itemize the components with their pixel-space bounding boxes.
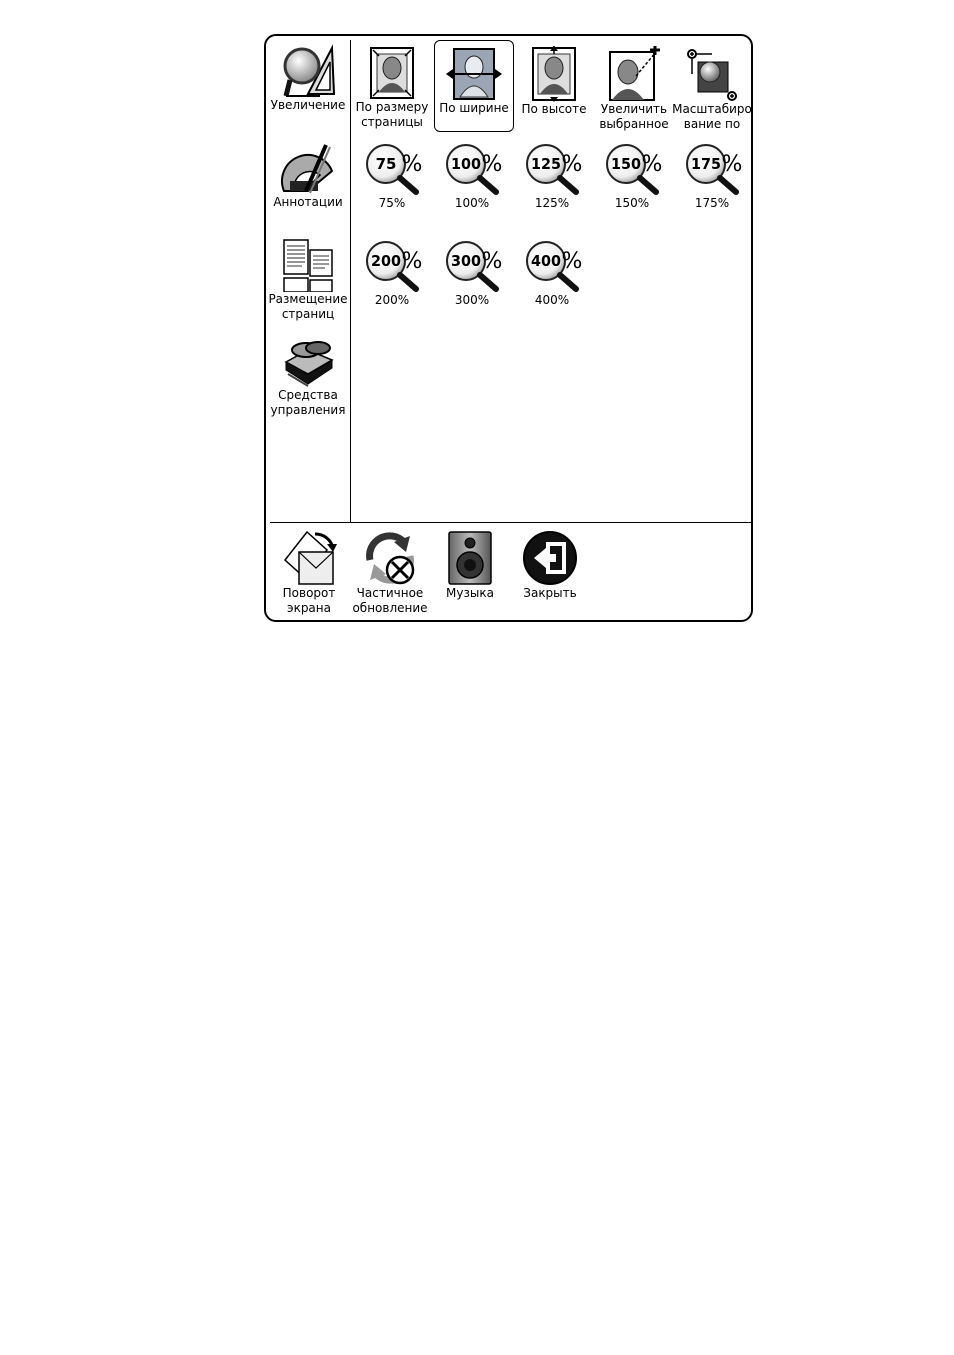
zoom-level-label: 400% xyxy=(534,293,570,307)
sidebar-item-page-layout[interactable] xyxy=(268,238,348,322)
menu-panel xyxy=(264,34,753,622)
zoom-level-175[interactable] xyxy=(672,140,752,211)
zoom-level-label: 200% xyxy=(374,293,410,307)
zoom-mode-label: По ширине xyxy=(439,101,509,115)
bottom-item-label: Частичное обновление xyxy=(352,586,428,615)
percent-sign: % xyxy=(561,152,582,177)
percent-sign: % xyxy=(561,249,582,274)
zoom-mode-fit-width[interactable] xyxy=(434,40,514,132)
magnifier-icon xyxy=(522,140,582,196)
zoom-scale-icon xyxy=(684,46,740,102)
magnifier-icon xyxy=(442,140,502,196)
partial-refresh-icon xyxy=(362,530,418,586)
sidebar-item-label: Средства управления xyxy=(270,388,346,417)
zoom-level-150[interactable] xyxy=(592,140,672,211)
zoom-mode-label: Увеличить выбранное xyxy=(599,102,669,131)
zoom-level-400[interactable] xyxy=(512,237,592,308)
percent-sign: % xyxy=(481,249,502,274)
zoom-badge-text: 125 xyxy=(531,155,561,173)
zoom-mode-fit-page[interactable] xyxy=(352,40,432,132)
bottom-item-label: Музыка xyxy=(446,586,494,600)
zoom-badge-text: 150 xyxy=(611,155,641,173)
percent-sign: % xyxy=(641,152,662,177)
percent-sign: % xyxy=(401,249,422,274)
zoom-badge-text: 400 xyxy=(531,252,561,270)
zoom-level-125[interactable] xyxy=(512,140,592,211)
sidebar-item-label: Аннотации xyxy=(273,195,343,209)
zoom-mode-fit-height[interactable] xyxy=(514,40,594,132)
sidebar-item-label: Увеличение xyxy=(270,98,346,112)
protractor-pencil-icon xyxy=(280,141,336,195)
exit-icon xyxy=(522,530,578,586)
magnifier-icon xyxy=(442,237,502,293)
sidebar-item-label: Размещение страниц xyxy=(268,292,348,321)
bottom-item-label: Закрыть xyxy=(523,586,577,600)
sidebar-item-controls[interactable] xyxy=(268,336,348,418)
magnifier-icon xyxy=(362,237,422,293)
partial-refresh-button[interactable] xyxy=(350,530,430,616)
zoom-level-label: 300% xyxy=(454,293,490,307)
zoom-badge-text: 100 xyxy=(451,155,481,173)
music-button[interactable] xyxy=(432,530,508,601)
percent-sign: % xyxy=(721,152,742,177)
percent-sign: % xyxy=(401,152,422,177)
speaker-icon xyxy=(445,530,495,586)
zoom-level-300[interactable] xyxy=(432,237,512,308)
rotate-screen-button[interactable] xyxy=(270,530,348,616)
percent-sign: % xyxy=(481,152,502,177)
bottom-item-label: Поворот экрана xyxy=(282,586,336,615)
toolbox-icon xyxy=(280,336,336,388)
fit-width-icon xyxy=(446,47,502,101)
zoom-mode-label: Масштабиро вание по xyxy=(672,102,752,131)
zoom-level-label: 100% xyxy=(454,196,490,210)
zoom-level-label: 150% xyxy=(614,196,650,210)
zoom-mode-scale[interactable] xyxy=(672,40,752,132)
close-button[interactable] xyxy=(510,530,590,601)
zoom-badge-text: 75 xyxy=(375,155,397,173)
horizontal-divider xyxy=(270,522,751,523)
magnifier-icon xyxy=(362,140,422,196)
zoom-level-label: 175% xyxy=(694,196,730,210)
zoom-level-100[interactable] xyxy=(432,140,512,211)
magnifier-icon xyxy=(522,237,582,293)
zoom-mode-zoom-selection[interactable] xyxy=(594,40,674,132)
magnifier-ruler-icon xyxy=(280,44,336,98)
rotate-screen-icon xyxy=(281,530,337,586)
zoom-selection-icon xyxy=(606,46,662,102)
magnifier-icon xyxy=(682,140,742,196)
zoom-mode-label: По высоте xyxy=(521,102,587,116)
zoom-mode-label: По размеру страницы xyxy=(355,100,429,129)
fit-height-icon xyxy=(529,46,579,102)
zoom-badge-text: 200 xyxy=(371,252,401,270)
fit-page-icon xyxy=(367,46,417,100)
zoom-level-label: 75% xyxy=(378,196,406,210)
magnifier-icon xyxy=(602,140,662,196)
zoom-badge-text: 300 xyxy=(451,252,481,270)
sidebar-item-annotations[interactable] xyxy=(268,141,348,210)
sidebar-item-zoom[interactable] xyxy=(268,44,348,113)
vertical-divider xyxy=(350,40,351,522)
page-layout-icon xyxy=(280,238,336,292)
zoom-badge-text: 175 xyxy=(691,155,721,173)
zoom-level-75[interactable] xyxy=(352,140,432,211)
zoom-level-200[interactable] xyxy=(352,237,432,308)
zoom-level-label: 125% xyxy=(534,196,570,210)
